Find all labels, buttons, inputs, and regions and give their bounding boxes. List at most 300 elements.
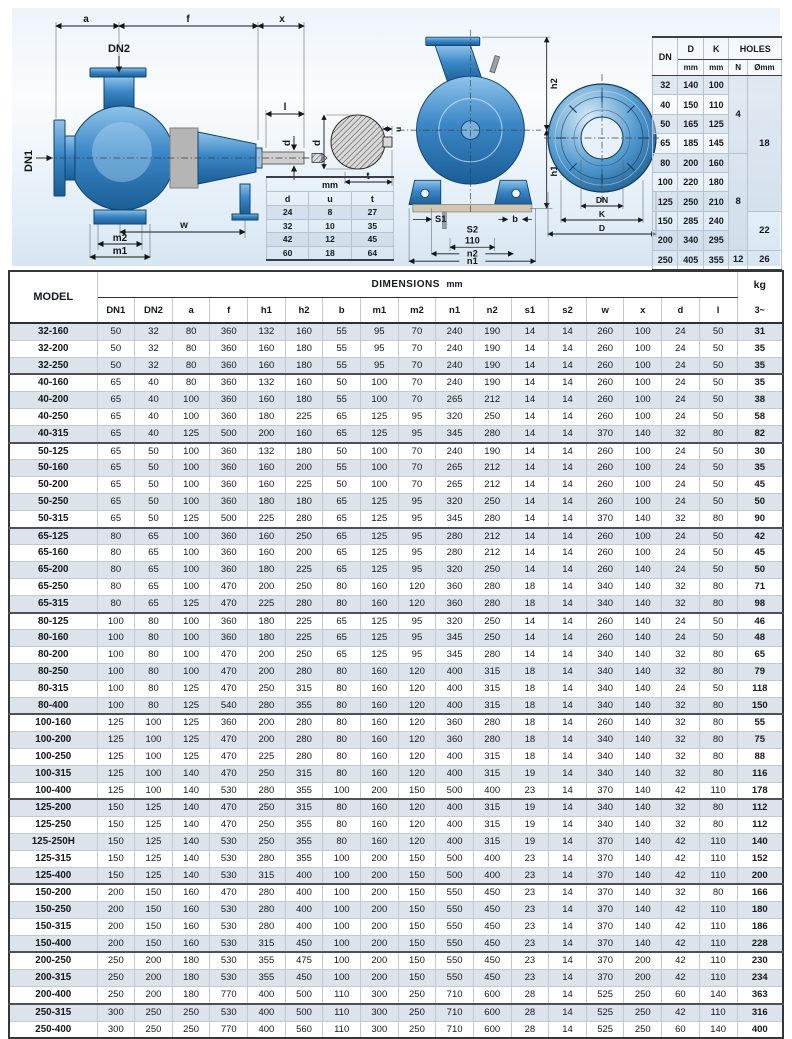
dim-cell-f: 470 — [210, 799, 248, 816]
flange-k-cell: 100 — [703, 76, 728, 95]
dim-cell-w: 340 — [586, 732, 624, 749]
dim-cell-m2: 70 — [398, 477, 436, 494]
dim-cell-s2: 14 — [549, 782, 587, 799]
dim-cell-b: 55 — [323, 323, 361, 340]
model-cell: 150-400 — [9, 935, 97, 952]
table-row — [9, 782, 783, 799]
dim-label-dn1: DN1 — [23, 149, 35, 172]
dim-cell-x: 100 — [624, 392, 662, 409]
dim-cell-h2: 225 — [285, 562, 323, 579]
dim-cell-s2: 14 — [549, 578, 587, 595]
dim-cell-b: 100 — [323, 884, 361, 901]
dim-cell-s1: 19 — [511, 765, 549, 782]
dim-cell-h1: 180 — [248, 562, 286, 579]
dim-cell-DN1: 300 — [97, 1021, 135, 1038]
flange-n-cell: 4 — [729, 76, 747, 154]
dim-cell-x: 100 — [624, 357, 662, 374]
flange-dn-cell: 100 — [653, 172, 678, 191]
dim-cell-h1: 200 — [248, 578, 286, 595]
dim-cell-w: 370 — [586, 850, 624, 867]
dim-cell-s2: 14 — [549, 425, 587, 442]
dim-cell-a: 125 — [172, 510, 210, 527]
dim-cell-f: 360 — [210, 493, 248, 510]
dim-label-m1: m1 — [112, 246, 128, 257]
flange-dn-cell: 65 — [653, 134, 678, 153]
table-row — [9, 918, 783, 935]
dim-cell-n1: 400 — [436, 663, 474, 680]
dim-cell-h1: 280 — [248, 782, 286, 799]
dim-cell-l: 50 — [699, 357, 737, 374]
dim-cell-f: 360 — [210, 630, 248, 647]
model-cell: 150-200 — [9, 884, 97, 901]
dim-cell-m1: 160 — [360, 817, 398, 834]
dim-cell-m2: 95 — [398, 425, 436, 442]
dim-cell-f: 470 — [210, 680, 248, 697]
dim-cell-h2: 315 — [285, 765, 323, 782]
dim-cell-n1: 265 — [436, 460, 474, 477]
dim-label-n1: n1 — [466, 256, 478, 266]
flange-dn-cell: 80 — [653, 153, 678, 172]
table-row — [9, 970, 783, 987]
shaft-t-cell: 27 — [351, 206, 393, 220]
dim-cell-DN1: 100 — [97, 647, 135, 664]
dim-cell-l: 140 — [699, 987, 737, 1004]
dim-cell-d: 24 — [662, 408, 700, 425]
dim-cell-a: 100 — [172, 647, 210, 664]
kg-cell: 48 — [737, 630, 783, 647]
dim-cell-h2: 500 — [285, 987, 323, 1004]
dim-cell-b: 50 — [323, 374, 361, 391]
dim-cell-n2: 450 — [473, 918, 511, 935]
dim-cell-h1: 250 — [248, 680, 286, 697]
dim-cell-l: 110 — [699, 1004, 737, 1021]
dim-cell-DN2: 80 — [135, 630, 173, 647]
dim-cell-h2: 160 — [285, 425, 323, 442]
dim-cell-f: 530 — [210, 970, 248, 987]
dim-cell-h2: 160 — [285, 374, 323, 391]
dim-cell-l: 50 — [699, 477, 737, 494]
model-cell: 125-200 — [9, 799, 97, 816]
dim-cell-b: 100 — [323, 918, 361, 935]
table-row — [9, 578, 783, 595]
table-row — [9, 884, 783, 901]
dim-cell-m2: 120 — [398, 732, 436, 749]
dim-cell-s2: 14 — [549, 595, 587, 612]
table-row — [9, 528, 783, 545]
dim-cell-h1: 160 — [248, 545, 286, 562]
flange-k-cell: 210 — [703, 192, 728, 211]
dim-cell-a: 125 — [172, 748, 210, 765]
dim-cell-d: 24 — [662, 477, 700, 494]
dim-cell-d: 42 — [662, 902, 700, 919]
shaft-u-cell: 10 — [309, 219, 351, 233]
model-cell: 200-400 — [9, 987, 97, 1004]
flange-k-cell: 145 — [703, 134, 728, 153]
dim-cell-s2: 14 — [549, 528, 587, 545]
dim-cell-m1: 125 — [360, 425, 398, 442]
shaft-t-cell: 64 — [351, 246, 393, 260]
dim-cell-DN2: 100 — [135, 732, 173, 749]
dim-cell-DN2: 40 — [135, 374, 173, 391]
dim-cell-w: 340 — [586, 647, 624, 664]
dim-cell-l: 80 — [699, 647, 737, 664]
dim-cell-s2: 14 — [549, 952, 587, 969]
dim-cell-h1: 250 — [248, 833, 286, 850]
dim-cell-DN2: 150 — [135, 935, 173, 952]
dim-cell-w: 260 — [586, 374, 624, 391]
kg-cell: 234 — [737, 970, 783, 987]
dim-cell-w: 370 — [586, 952, 624, 969]
dim-cell-a: 100 — [172, 408, 210, 425]
dim-cell-h1: 200 — [248, 425, 286, 442]
dim-cell-l: 50 — [699, 323, 737, 340]
dim-cell-m2: 120 — [398, 663, 436, 680]
dim-cell-DN1: 300 — [97, 1004, 135, 1021]
dim-cell-m2: 120 — [398, 765, 436, 782]
dim-cell-b: 100 — [323, 782, 361, 799]
dim-cell-DN1: 65 — [97, 510, 135, 527]
dim-cell-s2: 14 — [549, 970, 587, 987]
dim-cell-h1: 355 — [248, 970, 286, 987]
dim-cell-x: 200 — [624, 952, 662, 969]
dim-cell-DN2: 32 — [135, 340, 173, 357]
dim-cell-m2: 250 — [398, 987, 436, 1004]
kg-cell: 178 — [737, 782, 783, 799]
kg-cell: 228 — [737, 935, 783, 952]
dim-cell-x: 140 — [624, 850, 662, 867]
table-row — [9, 867, 783, 884]
dim-cell-x: 200 — [624, 970, 662, 987]
kg-cell: 35 — [737, 374, 783, 391]
dim-cell-h1: 280 — [248, 850, 286, 867]
dim-cell-m2: 120 — [398, 833, 436, 850]
dim-cell-l: 50 — [699, 460, 737, 477]
dim-cell-DN2: 80 — [135, 680, 173, 697]
dim-cell-w: 260 — [586, 392, 624, 409]
col-header-n1: n1 — [436, 298, 474, 324]
table-row — [9, 374, 783, 391]
kg-cell: 200 — [737, 867, 783, 884]
table-row — [9, 748, 783, 765]
dim-cell-s1: 14 — [511, 460, 549, 477]
dim-cell-h2: 500 — [285, 1004, 323, 1021]
flange-omm-cell: 26 — [747, 250, 781, 270]
dim-cell-l: 110 — [699, 833, 737, 850]
dim-cell-w: 370 — [586, 918, 624, 935]
dim-cell-n1: 360 — [436, 595, 474, 612]
dim-cell-m2: 70 — [398, 460, 436, 477]
dim-cell-h1: 280 — [248, 884, 286, 901]
model-cell: 100-160 — [9, 714, 97, 731]
dim-label-shaft-t: t — [366, 171, 370, 182]
dim-cell-n2: 400 — [473, 867, 511, 884]
dim-cell-x: 100 — [624, 477, 662, 494]
kg-cell: 46 — [737, 613, 783, 630]
kg-cell: 166 — [737, 884, 783, 901]
dim-cell-n2: 315 — [473, 833, 511, 850]
dim-cell-DN1: 100 — [97, 663, 135, 680]
dim-cell-d: 24 — [662, 392, 700, 409]
dim-cell-b: 65 — [323, 613, 361, 630]
dim-cell-b: 80 — [323, 595, 361, 612]
kg-cell: 35 — [737, 340, 783, 357]
dim-cell-n2: 280 — [473, 510, 511, 527]
dim-cell-x: 140 — [624, 918, 662, 935]
dim-cell-s1: 28 — [511, 1021, 549, 1038]
dim-cell-b: 65 — [323, 545, 361, 562]
col-header-s2: s2 — [549, 298, 587, 324]
col-header-f: f — [210, 298, 248, 324]
dim-cell-d: 24 — [662, 443, 700, 460]
dim-cell-s1: 14 — [511, 340, 549, 357]
model-cell: 250-400 — [9, 1021, 97, 1038]
dim-cell-s2: 14 — [549, 374, 587, 391]
dim-cell-h1: 400 — [248, 987, 286, 1004]
dim-label-l: l — [283, 102, 287, 113]
dim-cell-m1: 125 — [360, 528, 398, 545]
dim-cell-h2: 250 — [285, 578, 323, 595]
dim-cell-d: 24 — [662, 630, 700, 647]
dim-cell-w: 525 — [586, 1021, 624, 1038]
dim-cell-l: 110 — [699, 902, 737, 919]
dim-cell-s2: 14 — [549, 613, 587, 630]
model-cell: 50-160 — [9, 460, 97, 477]
dim-cell-w: 260 — [586, 630, 624, 647]
col-header-DN1: DN1 — [97, 298, 135, 324]
dim-cell-f: 540 — [210, 697, 248, 714]
dim-cell-x: 250 — [624, 987, 662, 1004]
dim-cell-h2: 280 — [285, 748, 323, 765]
dim-cell-w: 525 — [586, 1004, 624, 1021]
dim-cell-DN2: 150 — [135, 902, 173, 919]
dim-cell-d: 24 — [662, 613, 700, 630]
model-cell: 125-250 — [9, 817, 97, 834]
dim-cell-n1: 240 — [436, 340, 474, 357]
dim-cell-m1: 300 — [360, 1004, 398, 1021]
model-cell: 200-250 — [9, 952, 97, 969]
dim-label-s2: S2 — [466, 224, 478, 235]
dim-cell-b: 80 — [323, 833, 361, 850]
dim-cell-l: 80 — [699, 510, 737, 527]
dim-cell-m1: 95 — [360, 357, 398, 374]
dim-cell-a: 140 — [172, 867, 210, 884]
dim-label-h1: h1 — [548, 165, 559, 177]
dim-cell-x: 140 — [624, 765, 662, 782]
dim-cell-l: 80 — [699, 663, 737, 680]
dim-cell-m1: 100 — [360, 477, 398, 494]
flange-dn-cell: 150 — [653, 211, 678, 230]
dim-cell-DN2: 32 — [135, 323, 173, 340]
dim-cell-d: 42 — [662, 782, 700, 799]
dim-cell-s1: 14 — [511, 374, 549, 391]
dim-cell-DN2: 200 — [135, 970, 173, 987]
dim-cell-w: 340 — [586, 817, 624, 834]
dim-cell-s2: 14 — [549, 630, 587, 647]
dim-cell-m2: 70 — [398, 392, 436, 409]
dim-cell-a: 100 — [172, 493, 210, 510]
dim-cell-f: 530 — [210, 833, 248, 850]
dim-cell-d: 42 — [662, 935, 700, 952]
model-cell: 40-315 — [9, 425, 97, 442]
flange-omm-cell: 18 — [747, 76, 781, 212]
dim-cell-h1: 400 — [248, 1004, 286, 1021]
dim-cell-s2: 14 — [549, 902, 587, 919]
dim-cell-x: 100 — [624, 545, 662, 562]
table-row — [9, 1004, 783, 1021]
dim-cell-DN2: 80 — [135, 663, 173, 680]
kg-cell: 316 — [737, 1004, 783, 1021]
dim-cell-x: 140 — [624, 714, 662, 731]
dim-cell-n2: 450 — [473, 952, 511, 969]
dim-cell-a: 100 — [172, 578, 210, 595]
flange-table-row — [653, 76, 782, 95]
dim-cell-DN1: 50 — [97, 323, 135, 340]
dim-cell-n2: 315 — [473, 697, 511, 714]
model-cell: 40-200 — [9, 392, 97, 409]
dim-cell-d: 24 — [662, 528, 700, 545]
dim-cell-h1: 180 — [248, 613, 286, 630]
flange-d-cell: 405 — [678, 250, 703, 270]
dim-cell-n1: 710 — [436, 987, 474, 1004]
shaft-key-table — [266, 176, 394, 261]
table-row — [9, 902, 783, 919]
dim-cell-h2: 225 — [285, 408, 323, 425]
dim-cell-m1: 200 — [360, 850, 398, 867]
flange-k-cell: 125 — [703, 114, 728, 133]
dim-cell-b: 65 — [323, 408, 361, 425]
dim-cell-n1: 400 — [436, 680, 474, 697]
dim-cell-b: 100 — [323, 935, 361, 952]
dim-cell-n2: 315 — [473, 765, 511, 782]
dim-cell-l: 110 — [699, 952, 737, 969]
table-row — [9, 460, 783, 477]
dim-cell-n2: 315 — [473, 663, 511, 680]
flange-col-k-unit: mm — [703, 60, 728, 76]
dim-cell-s2: 14 — [549, 647, 587, 664]
dim-cell-m2: 150 — [398, 902, 436, 919]
dim-cell-n1: 360 — [436, 714, 474, 731]
dim-cell-b: 65 — [323, 647, 361, 664]
dim-cell-DN1: 80 — [97, 562, 135, 579]
dim-cell-n1: 280 — [436, 528, 474, 545]
dim-cell-h2: 225 — [285, 613, 323, 630]
dim-cell-m1: 160 — [360, 595, 398, 612]
dim-cell-n1: 320 — [436, 562, 474, 579]
dim-cell-f: 360 — [210, 323, 248, 340]
dim-cell-n2: 315 — [473, 817, 511, 834]
flange-n-cell: 12 — [729, 250, 747, 270]
dim-cell-l: 50 — [699, 545, 737, 562]
kg-cell: 55 — [737, 714, 783, 731]
dim-label-s1: S1 — [435, 214, 447, 225]
dim-cell-l: 110 — [699, 935, 737, 952]
dim-cell-DN1: 200 — [97, 902, 135, 919]
dim-cell-f: 360 — [210, 408, 248, 425]
flange-col-dn: DN — [653, 37, 678, 76]
dim-cell-b: 100 — [323, 970, 361, 987]
flange-table-row — [653, 250, 782, 270]
shaft-table-row — [267, 206, 394, 220]
dim-cell-b: 50 — [323, 477, 361, 494]
model-cell: 65-160 — [9, 545, 97, 562]
dim-cell-h1: 180 — [248, 630, 286, 647]
dimensions-table — [8, 270, 784, 1039]
dim-cell-b: 80 — [323, 663, 361, 680]
dim-cell-w: 370 — [586, 970, 624, 987]
dim-cell-h2: 280 — [285, 714, 323, 731]
dim-cell-m1: 200 — [360, 902, 398, 919]
table-row — [9, 562, 783, 579]
dim-cell-m1: 125 — [360, 647, 398, 664]
dim-cell-f: 470 — [210, 647, 248, 664]
dim-cell-a: 100 — [172, 545, 210, 562]
dim-cell-w: 260 — [586, 357, 624, 374]
dim-cell-l: 80 — [699, 595, 737, 612]
dim-cell-DN2: 125 — [135, 799, 173, 816]
dim-cell-n1: 240 — [436, 357, 474, 374]
dim-cell-w: 340 — [586, 578, 624, 595]
dim-cell-m1: 100 — [360, 460, 398, 477]
dim-cell-f: 360 — [210, 443, 248, 460]
col-header-s1: s1 — [511, 298, 549, 324]
dim-cell-h1: 280 — [248, 697, 286, 714]
col-header-h2: h2 — [285, 298, 323, 324]
model-cell: 50-315 — [9, 510, 97, 527]
dim-cell-l: 110 — [699, 918, 737, 935]
dim-cell-x: 140 — [624, 833, 662, 850]
dim-cell-l: 50 — [699, 392, 737, 409]
table-row — [9, 613, 783, 630]
dim-cell-DN1: 250 — [97, 970, 135, 987]
dim-cell-h1: 200 — [248, 732, 286, 749]
dim-cell-a: 100 — [172, 613, 210, 630]
dim-cell-m2: 95 — [398, 545, 436, 562]
kg-cell: 75 — [737, 732, 783, 749]
dim-cell-l: 110 — [699, 970, 737, 987]
dim-cell-h1: 280 — [248, 902, 286, 919]
dim-cell-s1: 14 — [511, 647, 549, 664]
flange-col-k: K — [703, 37, 728, 60]
dim-cell-n2: 190 — [473, 323, 511, 340]
shaft-table-row — [267, 219, 394, 233]
dim-cell-b: 65 — [323, 562, 361, 579]
dim-label-flange-k: K — [598, 209, 606, 219]
model-cell: 80-250 — [9, 663, 97, 680]
dim-cell-DN1: 50 — [97, 340, 135, 357]
model-cell: 80-400 — [9, 697, 97, 714]
kg-cell: 71 — [737, 578, 783, 595]
kg-cell: 180 — [737, 902, 783, 919]
dim-cell-n2: 280 — [473, 425, 511, 442]
dim-cell-h1: 200 — [248, 714, 286, 731]
dim-cell-w: 370 — [586, 867, 624, 884]
dim-cell-DN1: 150 — [97, 833, 135, 850]
dim-cell-b: 55 — [323, 340, 361, 357]
dim-cell-f: 360 — [210, 357, 248, 374]
dim-cell-a: 140 — [172, 765, 210, 782]
dim-cell-n2: 280 — [473, 595, 511, 612]
dim-cell-DN2: 125 — [135, 833, 173, 850]
dim-cell-n1: 280 — [436, 545, 474, 562]
shaft-col-t: t — [351, 192, 393, 206]
dim-cell-h2: 355 — [285, 782, 323, 799]
dim-cell-a: 140 — [172, 833, 210, 850]
dim-cell-x: 140 — [624, 799, 662, 816]
dim-cell-n1: 400 — [436, 748, 474, 765]
dim-cell-h1: 132 — [248, 443, 286, 460]
model-cell: 80-200 — [9, 647, 97, 664]
dim-cell-n2: 450 — [473, 935, 511, 952]
